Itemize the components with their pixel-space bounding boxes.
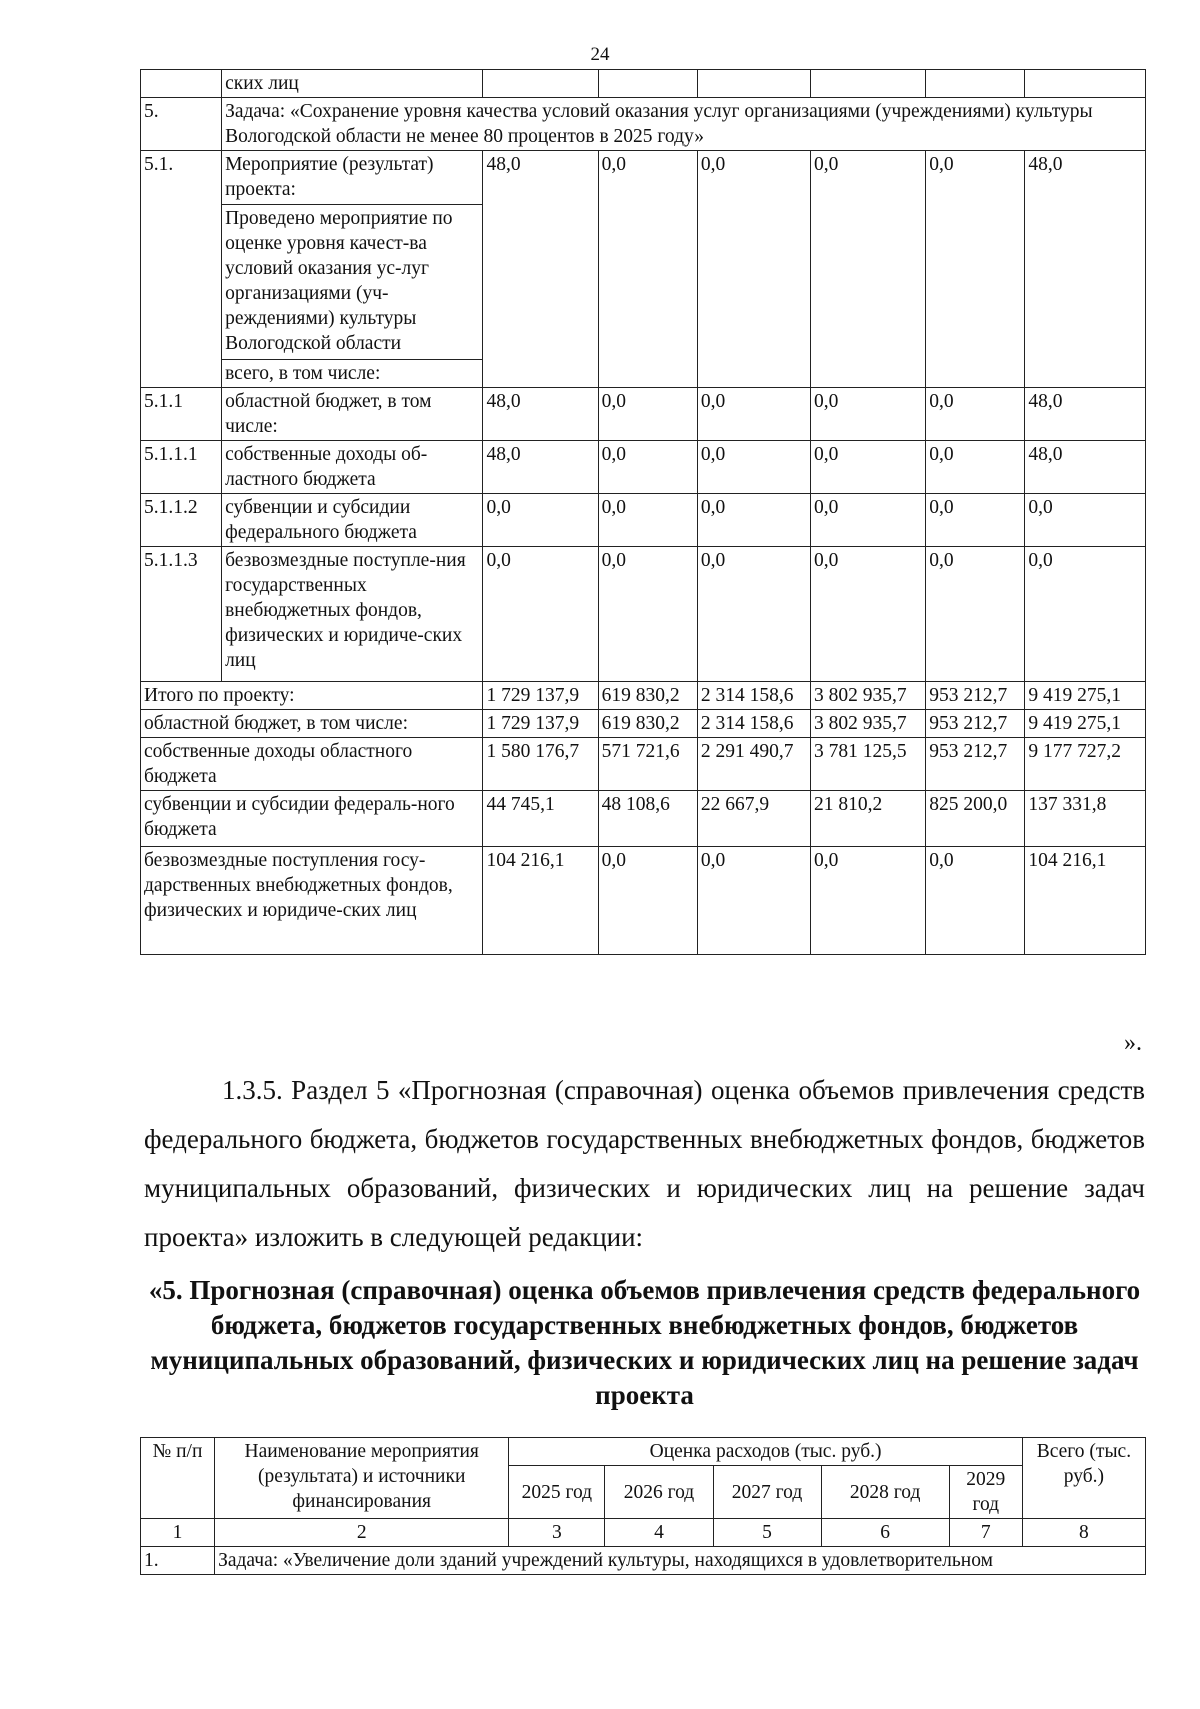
table-row xyxy=(141,547,1146,682)
funding-table xyxy=(140,69,1146,955)
value-cell: 48,0 xyxy=(1025,441,1146,494)
value-cell: 9 177 727,2 xyxy=(1025,738,1146,791)
index-cell: 7 xyxy=(949,1519,1022,1547)
table-row xyxy=(141,98,1146,151)
col-estimate-header: Оценка расходов (тыс. руб.) xyxy=(509,1438,1022,1466)
value-cell: 137 331,8 xyxy=(1025,791,1146,847)
row-name: Итого по проекту: xyxy=(141,682,483,710)
year-header: 2026 год xyxy=(605,1466,713,1519)
value-cell: 0,0 xyxy=(810,151,925,388)
value-cell: 0,0 xyxy=(1025,494,1146,547)
value-cell: 619 830,2 xyxy=(598,682,697,710)
table-row xyxy=(141,494,1146,547)
value-cell: 104 216,1 xyxy=(1025,847,1146,955)
row-number: 5.1.1 xyxy=(141,388,222,441)
value-cell: 3 781 125,5 xyxy=(810,738,925,791)
value-cell: 0,0 xyxy=(598,388,697,441)
row-name: субвенции и субсидии федерального бюджета xyxy=(222,494,483,547)
value-cell: 0,0 xyxy=(697,847,810,955)
row-name: Мероприятие (результат) проекта: xyxy=(222,151,483,205)
row-name: безвозмездные поступления госу-дарственных внебюджетных фондов, физических и юридиче-ских лиц xyxy=(141,847,483,955)
value-cell: 48,0 xyxy=(483,388,598,441)
section-heading: «5. Прогнозная (справочная) оценка объемов привлечения средств федерального бюджета, бюджетов государственных внебюджетных фондов, бюджетов муниципальных образований, физических и юридических лиц на решение задач проекта xyxy=(148,1275,1141,1410)
index-cell: 8 xyxy=(1022,1519,1145,1547)
index-row xyxy=(141,1519,1146,1547)
value-cell: 0,0 xyxy=(697,151,810,388)
header-row xyxy=(141,1438,1146,1466)
table-row xyxy=(141,1547,1146,1575)
page-number: 24 xyxy=(590,44,610,65)
value-cell: 2 314 158,6 xyxy=(697,710,810,738)
value-cell: 48,0 xyxy=(483,441,598,494)
value-cell: 953 212,7 xyxy=(926,738,1025,791)
value-cell: 0,0 xyxy=(598,494,697,547)
value-cell: 0,0 xyxy=(810,494,925,547)
value-cell: 48,0 xyxy=(1025,388,1146,441)
row-name: Проведено мероприятие по оценке уровня качест-ва условий оказания ус-луг организациями (уч-реждениями) культуры Вологодской области xyxy=(222,205,483,360)
year-header: 2025 год xyxy=(509,1466,605,1519)
table-row xyxy=(141,388,1146,441)
value-cell: 0,0 xyxy=(697,388,810,441)
value-cell: 0,0 xyxy=(926,847,1025,955)
value-cell: 0,0 xyxy=(598,441,697,494)
value-cell: 3 802 935,7 xyxy=(810,710,925,738)
value-cell: 21 810,2 xyxy=(810,791,925,847)
index-cell: 5 xyxy=(713,1519,821,1547)
value-cell: 9 419 275,1 xyxy=(1025,682,1146,710)
col-total-header: Всего (тыс. руб.) xyxy=(1022,1438,1145,1519)
value-cell: 48,0 xyxy=(1025,151,1146,388)
row-number: 5.1.1.1 xyxy=(141,441,222,494)
value-cell: 0,0 xyxy=(810,441,925,494)
row-number: 1. xyxy=(141,1547,215,1575)
value-cell: 9 419 275,1 xyxy=(1025,710,1146,738)
year-header: 2028 год xyxy=(821,1466,949,1519)
value-cell: 0,0 xyxy=(810,847,925,955)
total-row xyxy=(141,710,1146,738)
value-cell: 0,0 xyxy=(598,547,697,682)
row-name: ских лиц xyxy=(222,70,483,98)
value-cell: 0,0 xyxy=(810,388,925,441)
row-number: 5.1.1.2 xyxy=(141,494,222,547)
row-number: 5. xyxy=(141,98,222,151)
value-cell: 953 212,7 xyxy=(926,710,1025,738)
value-cell: 0,0 xyxy=(598,151,697,388)
paragraph-text: 1.3.5. Раздел 5 «Прогнозная (справочная) оценка объемов привлечения средств федерального бюджета, бюджетов государственных внебюджетных фондов, бюджетов муниципальных образований, физических и юридических лиц на решение задач проекта» изложить в следующей редакции: xyxy=(144,1075,1145,1252)
value-cell: 0,0 xyxy=(810,547,925,682)
year-header: 2029 год xyxy=(949,1466,1022,1519)
index-cell: 1 xyxy=(141,1519,215,1547)
value-cell: 0,0 xyxy=(926,441,1025,494)
value-cell: 1 729 137,9 xyxy=(483,682,598,710)
closing-quote: ». xyxy=(1124,1030,1142,1056)
total-row xyxy=(141,791,1146,847)
value-cell: 0,0 xyxy=(926,494,1025,547)
value-cell: 0,0 xyxy=(483,494,598,547)
table-row xyxy=(141,70,1146,98)
forecast-table xyxy=(140,1437,1146,1575)
row-name: безвозмездные поступле-ния государственных внебюджетных фондов, физических и юридиче-ских лиц xyxy=(222,547,483,682)
value-cell: 104 216,1 xyxy=(483,847,598,955)
body-paragraph xyxy=(144,1066,1145,1262)
value-cell: 48,0 xyxy=(483,151,598,388)
value-cell: 1 580 176,7 xyxy=(483,738,598,791)
value-cell: 1 729 137,9 xyxy=(483,710,598,738)
year-header: 2027 год xyxy=(713,1466,821,1519)
task-text: Задача: «Сохранение уровня качества условий оказания услуг организациями (учреждениями) культуры Вологодской области не менее 80 процентов в 2025 году» xyxy=(222,98,1146,151)
total-row xyxy=(141,847,1146,955)
value-cell: 0,0 xyxy=(926,151,1025,388)
task-text: Задача: «Увеличение доли зданий учреждений культуры, находящихся в удовлетворительном xyxy=(215,1547,1146,1575)
value-cell: 0,0 xyxy=(926,388,1025,441)
value-cell: 0,0 xyxy=(1025,547,1146,682)
total-row xyxy=(141,738,1146,791)
index-cell: 3 xyxy=(509,1519,605,1547)
value-cell: 619 830,2 xyxy=(598,710,697,738)
value-cell: 0,0 xyxy=(697,441,810,494)
table-row xyxy=(141,151,1146,205)
value-cell: 571 721,6 xyxy=(598,738,697,791)
row-name: субвенции и субсидии федераль-ного бюджета xyxy=(141,791,483,847)
value-cell: 953 212,7 xyxy=(926,682,1025,710)
value-cell: 2 314 158,6 xyxy=(697,682,810,710)
row-name: областной бюджет, в том числе: xyxy=(141,710,483,738)
value-cell: 3 802 935,7 xyxy=(810,682,925,710)
value-cell: 825 200,0 xyxy=(926,791,1025,847)
table-row xyxy=(141,441,1146,494)
index-cell: 6 xyxy=(821,1519,949,1547)
index-cell: 4 xyxy=(605,1519,713,1547)
index-cell: 2 xyxy=(215,1519,509,1547)
value-cell: 22 667,9 xyxy=(697,791,810,847)
row-number: 5.1.1.3 xyxy=(141,547,222,682)
value-cell: 44 745,1 xyxy=(483,791,598,847)
value-cell: 2 291 490,7 xyxy=(697,738,810,791)
row-name: собственные доходы областного бюджета xyxy=(141,738,483,791)
value-cell: 0,0 xyxy=(697,547,810,682)
row-number: 5.1. xyxy=(141,151,222,388)
value-cell: 0,0 xyxy=(926,547,1025,682)
total-row xyxy=(141,682,1146,710)
col-num-header: № п/п xyxy=(141,1438,215,1519)
value-cell: 0,0 xyxy=(483,547,598,682)
value-cell: 0,0 xyxy=(598,847,697,955)
value-cell: 48 108,6 xyxy=(598,791,697,847)
row-name: собственные доходы об-ластного бюджета xyxy=(222,441,483,494)
row-name: всего, в том числе: xyxy=(222,360,483,388)
col-name-header: Наименование мероприятия (результата) и источники финансирования xyxy=(215,1438,509,1519)
row-name: областной бюджет, в том числе: xyxy=(222,388,483,441)
value-cell: 0,0 xyxy=(697,494,810,547)
